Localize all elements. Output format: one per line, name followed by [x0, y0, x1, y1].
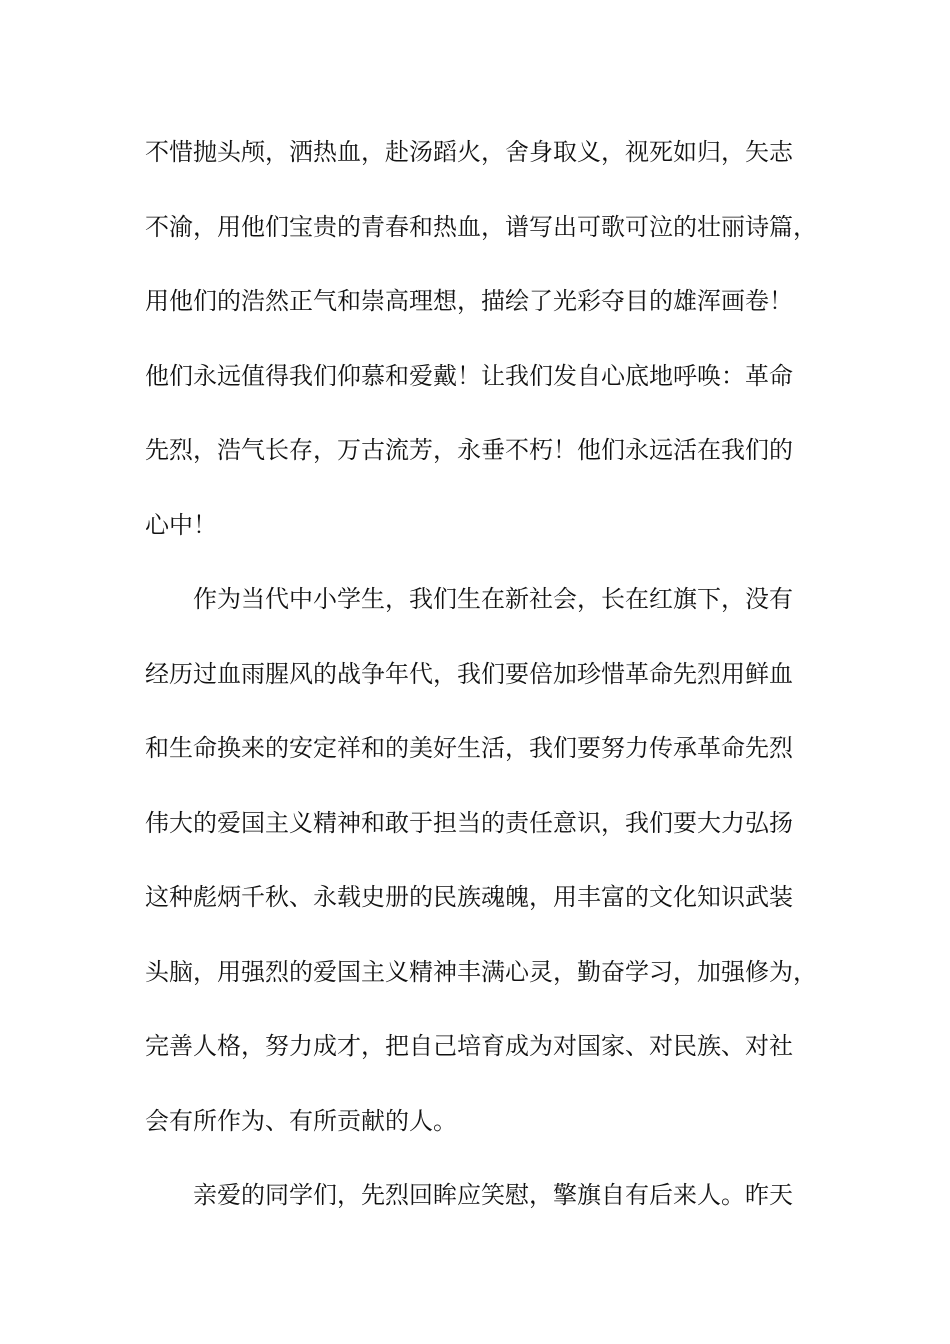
text-line-9: 和生命换来的安定祥和的美好生活，我们要努力传承革命先烈	[145, 734, 793, 762]
text-line-4: 他们永远值得我们仰慕和爱戴！让我们发自心底地呼唤：革命	[145, 361, 793, 390]
text-line-6: 心中！	[145, 510, 217, 539]
text-line-13: 完善人格，努力成才，把自己培育成为对国家、对民族、对社	[145, 1032, 793, 1060]
text-line-3: 用他们的浩然正气和崇高理想，描绘了光彩夺目的雄浑画卷！	[145, 287, 793, 315]
text-line-14: 会有所作为、有所贡献的人。	[145, 1106, 457, 1135]
text-line-12: 头脑，用强烈的爱国主义精神丰满心灵，勤奋学习，加强修为，	[145, 957, 817, 986]
document-body	[145, 132, 845, 1250]
text-line-10: 伟大的爱国主义精神和敢于担当的责任意识，我们要大力弘扬	[145, 808, 793, 837]
text-line-1: 不惜抛头颅，洒热血，赴汤蹈火，舍身取义，视死如归，矢志	[145, 138, 793, 166]
text-line-11: 这种彪炳千秋、永载史册的民族魂魄，用丰富的文化知识武装	[145, 883, 793, 911]
text-line-15: 亲爱的同学们，先烈回眸应笑慰，擎旗自有后来人。昨天	[193, 1181, 793, 1209]
text-line-8: 经历过血雨腥风的战争年代，我们要倍加珍惜革命先烈用鲜血	[145, 659, 793, 688]
text-line-2: 不渝，用他们宝贵的青春和热血，谱写出可歌可泣的壮丽诗篇，	[145, 212, 817, 241]
text-line-7: 作为当代中小学生，我们生在新社会，长在红旗下，没有	[193, 585, 793, 613]
text-line-5: 先烈，浩气长存，万古流芳，永垂不朽！他们永远活在我们的	[145, 436, 793, 464]
